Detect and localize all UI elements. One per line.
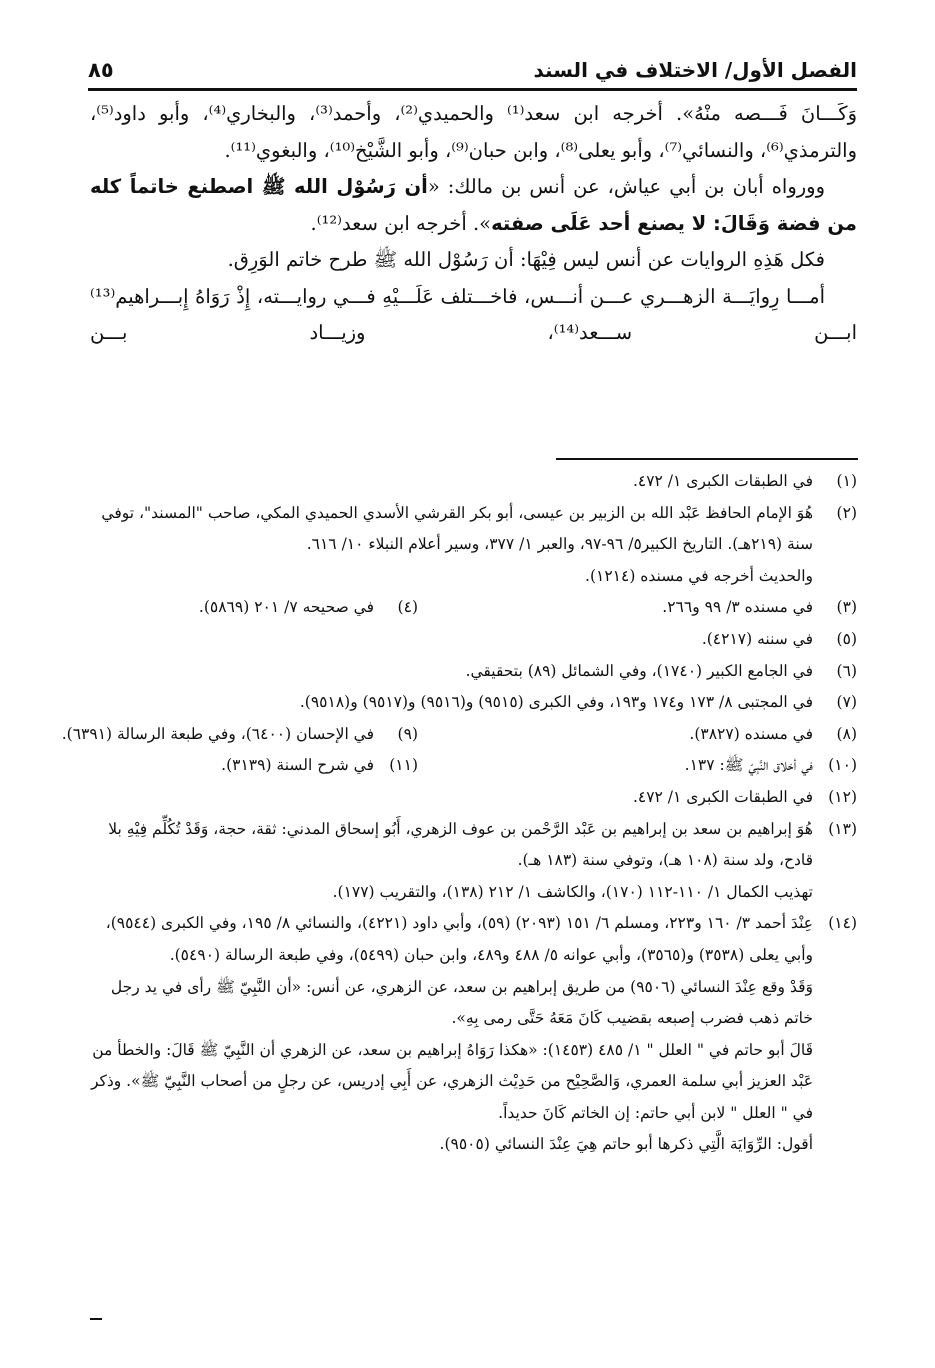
footnote-text: في صحيحه ٧/ ٢٠١ (٥٨٦٩). xyxy=(198,598,374,617)
footnote-number: (١٣) xyxy=(828,819,857,838)
footnote-14 xyxy=(90,908,857,971)
footnote-text: في المجتبى ٨/ ١٧٣ و١٧٤ و١٩٣، وفي الكبرى (٩٥١٥) و(٩٥١٦) و(٩٥١٧) و(٩٥١٨). xyxy=(299,693,813,712)
footnote-number: (٢) xyxy=(836,503,857,522)
footnote-number: (٤) xyxy=(397,598,418,617)
footnote-number: (١٤) xyxy=(828,914,857,933)
hadith-quote: أن رَسُوْل الله ﷺ اصطنع خاتماً كله من فضة وَقَالَ: لا يصنع أحد عَلَى صفته xyxy=(90,175,857,235)
main-paragraph-2 xyxy=(90,169,857,242)
main-paragraph-2-tail: ». أخرجه ابن سعد⁽¹²⁾. xyxy=(310,211,492,235)
footnote-separator xyxy=(556,458,858,460)
footnote-5 xyxy=(90,624,857,656)
footnote-number: (١٠) xyxy=(828,756,857,775)
page-number: ٨٥ xyxy=(88,58,114,82)
footnote-number: (٦) xyxy=(836,661,857,680)
footnote-number: (١٢) xyxy=(828,787,857,806)
footnote-14-paragraph-2: وَقَدْ وقع عِنْدَ النسائي (٩٥٠٦) من طريق إبراهيم بن سعد، عن الزهري، عن أنس: «أن النَّبِيّ ﷺ رأى في يد رجل خاتم ذهب فضرب إصبعه بقضيب كَانَ مَعَهُ حَتَّى رمى بِهِ». xyxy=(110,977,813,1028)
main-paragraph-2-lead: وورواه أبان بن أبي عياش، عن أنس بن مالك: « xyxy=(427,175,826,198)
footnote-3 xyxy=(418,592,857,624)
footnote-text: عِنْدَ أحمد ٣/ ١٦٠ و٢٢٣، ومسلم ٦/ ١٥١ (٢٠٩٣) (٥٩)، وأبي داود (٤٢٢١)، والنسائي ٨/ ١٩٥، وفي الكبرى (٩٥٤٤)، وأبي يعلى (٣٥٣٨) و(٣٥٦٥)، وأبي عوانه ٥/ ٤٨٨ و٤٨٩، وابن حبان (٥٤٩٩)، وفي طبعة الرسالة (٥٤٩٠). xyxy=(105,914,813,964)
footnote-text: هُوَ إبراهيم بن سعد بن إبراهيم بن عَبْد الرَّحْمن بن عوف الزهري، أَبُو إسحاق المدني: ثقة، حجة، وَقَدْ تُكُلِّم فِيْهِ بلا قادح، ولد سنة (١٠٨ هـ)، وتوفي سنة (١٨٣ هـ). xyxy=(108,819,813,870)
footnote-9 xyxy=(62,719,418,751)
end-mark xyxy=(90,1318,102,1320)
main-paragraph-4: أمـــا رِوايَـــة الزهـــري عـــن أنـــس، فاخـــتلف عَلَـــيْهِ فـــي روايـــته، إِذْ رَوَاهُ إِبـــراهيم⁽¹³⁾ ابـــن ســـعد⁽¹⁴⁾، وزيـــاد بـــن xyxy=(90,284,858,344)
footnote-7 xyxy=(90,687,857,719)
footnote-number: (١) xyxy=(836,472,857,490)
footnote-8 xyxy=(418,719,857,751)
footnote-number: (٣) xyxy=(836,598,857,617)
footnote-4 xyxy=(199,592,418,624)
header-rule xyxy=(88,88,857,91)
footnote-text: في مسنده (٣٨٢٧). xyxy=(689,724,813,743)
main-paragraph-1: وَكَـــانَ فَـــصه منْهُ». أخرجه ابن سعد⁽¹⁾ والحميدي⁽²⁾، وأحمد⁽³⁾، والبخاري⁽⁴⁾، وأبو داود⁽⁵⁾، والترمذي⁽⁶⁾، والنسائي⁽⁷⁾، وأبو يعلى⁽⁸⁾، وابن حبان⁽⁹⁾، وأبو الشَّيْخ⁽¹⁰⁾، والبغوي⁽¹¹⁾. xyxy=(90,102,858,162)
footnote-13-extra: تهذيب الكمال ١/ ١١٠-١١٢ (١٧٠)، والكاشف ١/ ٢١٢ (١٣٨)، والتقريب (١٧٧). xyxy=(332,882,813,901)
running-head: الفصل الأول/ الاختلاف في السند xyxy=(533,58,857,82)
footnote-row-3-4 xyxy=(90,592,857,624)
footnote-number: (٧) xyxy=(836,693,857,712)
footnote-6 xyxy=(90,656,857,688)
footnote-text: في الطبقات الكبرى ١/ ٤٧٢. xyxy=(632,472,813,490)
footnote-12 xyxy=(90,782,857,814)
footnote-text: في سننه (٤٢١٧). xyxy=(701,629,813,648)
footnote-14-paragraph-3: قَالَ أبو حاتم في " العلل " ١/ ٤٨٥ (١٤٥٣): «هكذا رَوَاهُ إبراهيم بن سعد، عن الزهري أن النَّبِيّ ﷺ قَالَ: والخطأ من عَبْد العزيز أبي سلمة العمري، وَالصَّحِيْح من حَدِيْث الزهري، عن أَبِي إدريس، عن رجلٍ من أصحاب النَّبِيّ ﷺ». وذكر في " العلل " لابن أبي حاتم: إن الخاتم كَانَ حديداً. xyxy=(90,1040,813,1122)
footnote-number: (٩) xyxy=(397,724,418,743)
main-paragraph-3: فكل هَذِهِ الروايات عن أنس ليس فِيْهَا: أن رَسُوْل الله ﷺ طرح خاتم الوَرِق. xyxy=(227,248,825,271)
footnote-text: في أخلاق النَّبِيّ ﷺ: ١٣٧. xyxy=(684,756,813,775)
footnote-10 xyxy=(418,750,857,782)
page-header xyxy=(88,42,857,82)
footnote-row-8-9 xyxy=(61,719,857,751)
footnote-row-10-11 xyxy=(90,750,857,782)
footnote-text: هُوَ الإمام الحافظ عَبْد الله بن الزبير بن عيسى، أبو بكر القرشي الأسدي الحميدي المكي، صاحب "المسند"، توفي سنة (٢١٩هـ). التاريخ الكبير٥/ ٩٦-٩٧، والعبر ١/ ٣٧٧، وسير أعلام النبلاء ١٠/ ٦١٦. xyxy=(101,503,813,554)
footnote-text: في شرح السنة (٣١٣٩). xyxy=(221,756,374,775)
footnotes xyxy=(61,466,857,1306)
main-text xyxy=(90,96,857,426)
footnote-text: في الطبقات الكبرى ١/ ٤٧٢. xyxy=(632,787,813,806)
footnote-text: في الإحسان (٦٤٠٠)، وفي طبعة الرسالة (٦٣٩١). xyxy=(61,724,374,743)
footnote-2-extra: والحديث أخرجه في مسنده (١٢١٤). xyxy=(585,566,813,585)
footnote-number: (٥) xyxy=(836,629,857,648)
footnote-1 xyxy=(90,466,857,498)
footnote-13 xyxy=(90,814,857,877)
footnote-text: في الجامع الكبير (١٧٤٠)، وفي الشمائل (٨٩) بتحقيقي. xyxy=(465,661,813,680)
footnote-11 xyxy=(221,750,418,782)
footnote-text: في مسنده ٣/ ٩٩ و٢٦٦. xyxy=(662,598,813,617)
footnote-number: (٨) xyxy=(836,724,857,743)
footnote-2 xyxy=(90,498,857,561)
footnote-number: (١١) xyxy=(389,756,418,775)
footnote-14-paragraph-4: أقول: الرِّوَايَة الَّتِي ذكرها أبو حاتم هِيَ عِنْدَ النسائي (٩٥٠٥). xyxy=(439,1135,813,1154)
